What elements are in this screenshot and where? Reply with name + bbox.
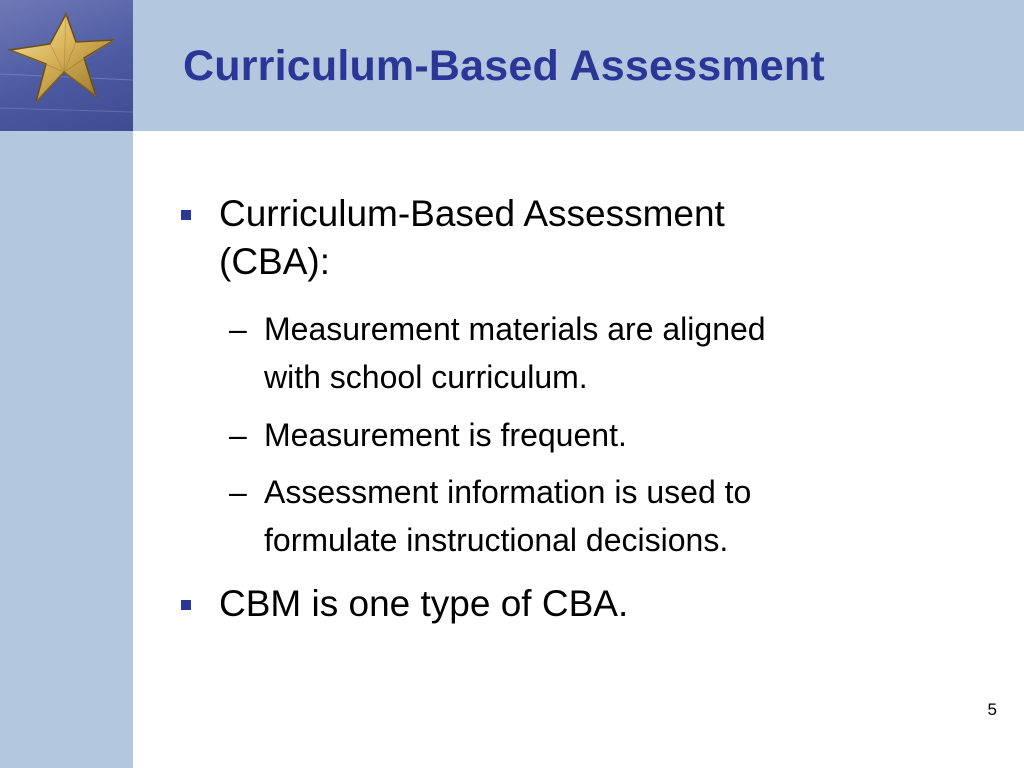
sub-bullet-dash: – [229,474,247,510]
sub-bullet-dash: – [229,417,247,453]
sub-bullet-line: with school curriculum. [264,359,588,395]
bullet-marker [181,210,191,220]
sub-bullet-text [264,411,914,459]
sub-bullet-line: formulate instructional decisions. [264,522,729,558]
slide-title: Curriculum-Based Assessment [183,42,825,90]
page-number: 5 [987,700,997,719]
bullet-line: CBM is one type of CBA. [219,583,629,624]
sub-bullet-line: Measurement materials are aligned [264,311,766,347]
bullet-line: (CBA): [219,241,330,282]
bullet-text [219,190,899,286]
sub-bullet-text [264,468,914,564]
sub-bullet-line: Measurement is frequent. [264,417,627,453]
bullet-marker [181,600,191,610]
sub-bullet-line: Assessment information is used to [264,474,752,510]
sub-bullet-text [264,305,914,401]
bullet-line: Curriculum-Based Assessment [219,193,725,234]
bullet-text [219,580,899,628]
sub-bullet-dash: – [229,311,247,347]
